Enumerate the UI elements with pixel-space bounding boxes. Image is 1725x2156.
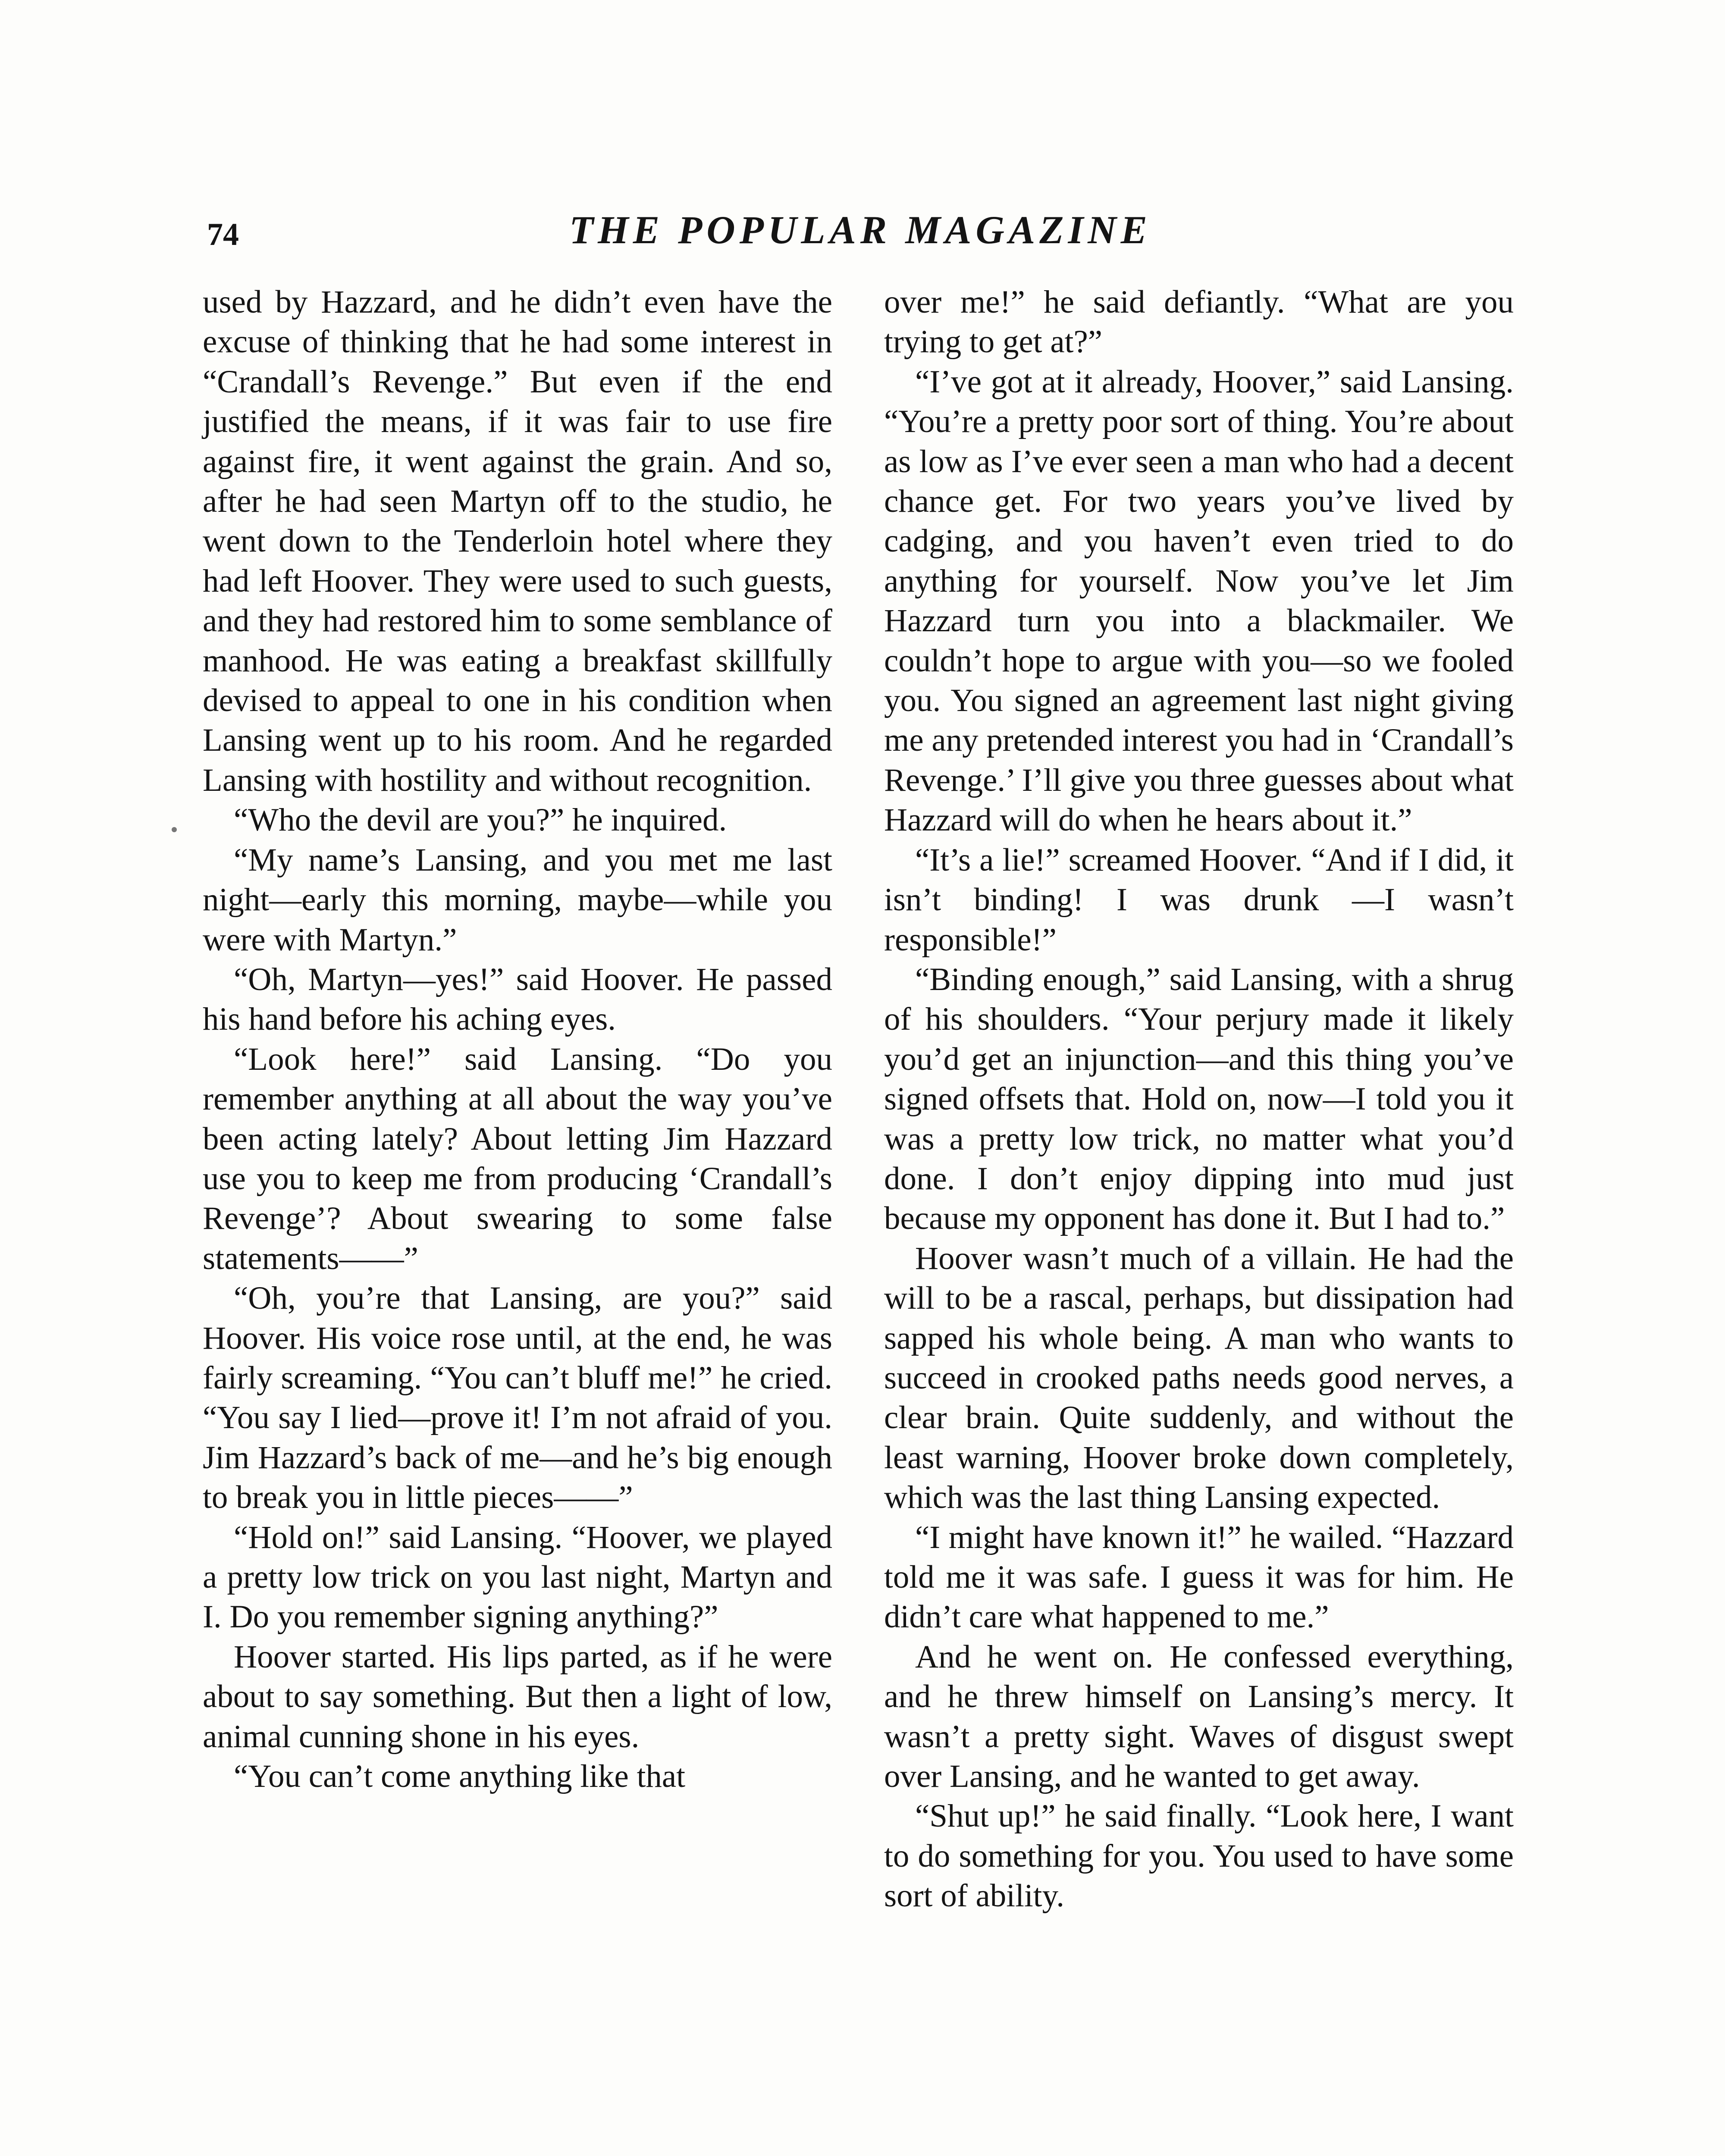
paragraph: over me!” he said defiantly. “What are you trying to get at?” bbox=[884, 284, 1514, 360]
paragraph: “You can’t come anything like that bbox=[234, 1758, 686, 1795]
paragraph: “Who the devil are you?” he inquired. bbox=[234, 802, 727, 838]
paragraph: Hoover wasn’t much of a villain. He had the will to be a rascal, perhaps, but dissipation had sapped his whole being. A man who wants to succeed in crooked paths needs good nerves, a clear brain. Quite suddenly, and without the least warning, Hoover broke down completely, which was the last thing Lansing expected. bbox=[884, 1240, 1514, 1516]
paragraph: “I might have known it!” he wailed. “Hazzard told me it was safe. I guess it was for him. He didn’t care what happened to me.” bbox=[884, 1519, 1514, 1635]
paragraph: “Hold on!” said Lansing. “Hoover, we played a pretty low trick on you last night, Martyn and I. Do you remember signing anything?” bbox=[203, 1519, 832, 1635]
paragraph: used by Hazzard, and he didn’t even have the excuse of thinking that he had some interest in “Crandall’s Revenge.” But even if the end justified the means, if it was fair to use fire against fire, it went against the grain. And so, after he had seen Martyn off to the studio, he went down to the Tenderloin hotel where they had left Hoover. They were used to such guests, and they had restored him to some semblance of manhood. He was eating a breakfast skillfully devised to appeal to one in his condition when Lansing went up to his room. And he regarded Lansing with hostility and without recognition. bbox=[203, 284, 832, 798]
right-column bbox=[884, 282, 1514, 1916]
page-number: 74 bbox=[207, 217, 239, 252]
page-header bbox=[203, 207, 1518, 263]
paragraph: “My name’s Lansing, and you met me last night—early this morning, maybe—while you were with Martyn.” bbox=[203, 842, 832, 958]
paragraph: Hoover started. His lips parted, as if he were about to say something. But then a light of low, animal cunning shone in his eyes. bbox=[203, 1639, 832, 1755]
paragraph: “Binding enough,” said Lansing, with a shrug of his shoulders. “Your perjury made it likely you’d get an injunction—and this thing you’ve signed offsets that. Hold on, now—I told you it was a pretty low trick, no matter what you’d done. I don’t enjoy dipping into mud just because my opponent has done it. But I had to.” bbox=[884, 961, 1514, 1237]
paragraph: “I’ve got at it already, Hoover,” said Lansing. “You’re a pretty poor sort of thing. You’re about as low as I’ve ever seen a man who had a decent chance get. For two years you’ve lived by cadging, and you haven’t even tried to do anything for yourself. Now you’ve let Jim Hazzard turn you into a blackmailer. We couldn’t hope to argue with you—so we fooled you. You signed an agreement last night giving me any pretended interest you had in ‘Crandall’s Revenge.’ I’ll give you three guesses about what Hazzard will do when he hears about it.” bbox=[884, 364, 1514, 838]
paragraph: And he went on. He confessed everything, and he threw himself on Lansing’s mercy. It wasn’t a pretty sight. Waves of disgust swept over Lansing, and he wanted to get away. bbox=[884, 1639, 1514, 1795]
paragraph: “Oh, you’re that Lansing, are you?” said Hoover. His voice rose until, at the end, he was fairly screaming. “You can’t bluff me!” he cried. “You say I lied—prove it! I’m not afraid of you. Jim Hazzard’s back of me—and he’s big enough to break you in little pieces——” bbox=[203, 1280, 832, 1516]
left-column bbox=[203, 282, 832, 1796]
paragraph: “Oh, Martyn—yes!” said Hoover. He passed his hand before his aching eyes. bbox=[203, 961, 832, 1037]
running-title: THE POPULAR MAGAZINE bbox=[569, 208, 1152, 252]
paragraph: “It’s a lie!” screamed Hoover. “And if I did, it isn’t binding! I was drunk —I wasn’t responsible!” bbox=[884, 842, 1514, 958]
paragraph: “Look here!” said Lansing. “Do you remember anything at all about the way you’ve been acting lately? About letting Jim Hazzard use you to keep me from producing ‘Crandall’s Revenge’? About swearing to some false statements——” bbox=[203, 1041, 832, 1276]
print-speck bbox=[172, 827, 177, 832]
paragraph: “Shut up!” he said finally. “Look here, I want to do something for you. You used to have some sort of ability. bbox=[884, 1798, 1514, 1914]
